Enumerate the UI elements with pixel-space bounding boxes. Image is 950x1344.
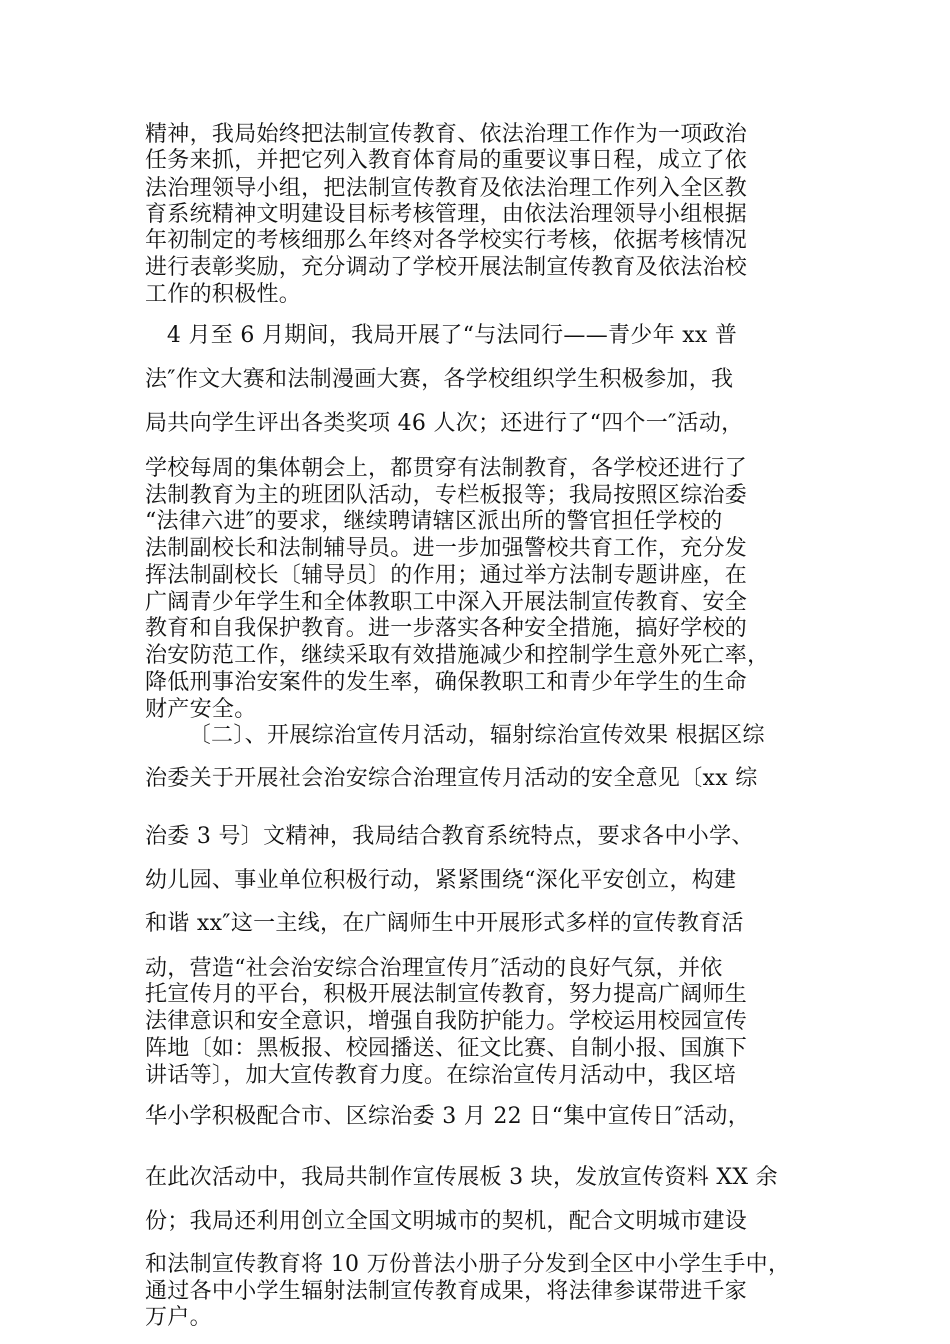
text-line: 〔二〕、开展综治宣传月活动，辐射综治宣传效果 根据区综 <box>145 723 765 748</box>
text-line: 份；我局还利用创立全国文明城市的契机，配合文明城市建设 <box>145 1209 748 1234</box>
text-line: 法律意识和安全意识，增强自我防护能力。学校运用校园宣传 <box>145 1009 748 1034</box>
text-line: 法治理领导小组，把法制宣传教育及依法治理工作列入全区教 <box>145 176 748 201</box>
text-line: 治委关于开展社会治安综合治理宣传月活动的安全意见〔xx 综 <box>145 766 758 791</box>
text-line: 治安防范工作，继续采取有效措施减少和控制学生意外死亡率， <box>145 643 770 668</box>
text-line: 进行表彰奖励，充分调动了学校开展法制宣传教育及依法治校 <box>145 255 748 280</box>
text-line: 阵地〔如：黑板报、校园播送、征文比赛、自制小报、国旗下 <box>145 1036 748 1061</box>
text-line: 局共向学生评出各类奖项 46 人次；还进行了“四个一″活动， <box>145 411 744 436</box>
text-line: 通过各中小学生辐射法制宣传教育成果，将法律参谋带进千家 <box>145 1279 748 1304</box>
text-line: 工作的积极性。 <box>145 282 302 307</box>
text-line: 讲话等〕，加大宣传教育力度。在综治宣传月活动中，我区培 <box>145 1063 737 1088</box>
text-line: 4 月至 6 月期间，我局开展了“与法同行——青少年 xx 普 <box>145 323 738 348</box>
text-line: 年初制定的考核细那么年终对各学校实行考核，依据考核情况 <box>145 228 748 253</box>
text-line: 华小学积极配合市、区综治委 3 月 22 日“集中宣传日″活动， <box>145 1104 751 1129</box>
text-line: 挥法制副校长〔辅导员〕的作用；通过举方法制专题讲座，在 <box>145 563 748 588</box>
text-line: 学校每周的集体朝会上，都贯穿有法制教育，各学校还进行了 <box>145 456 748 481</box>
text-line: 财产安全。 <box>145 697 257 722</box>
text-line: 法″作文大赛和法制漫画大赛，各学校组织学生积极参加，我 <box>145 367 734 392</box>
text-line: 降低刑事治安案件的发生率，确保教职工和青少年学生的生命 <box>145 670 748 695</box>
text-line: 和谐 xx″这一主线，在广阔师生中开展形式多样的宣传教育活 <box>145 911 744 936</box>
text-line: 和法制宣传教育将 10 万份普法小册子分发到全区中小学生手中， <box>145 1252 791 1277</box>
text-line: 动，营造“社会治安综合治理宣传月″活动的良好气氛，并依 <box>145 956 723 981</box>
text-line: 治委 3 号〕文精神，我局结合教育系统特点，要求各中小学、 <box>145 824 754 849</box>
text-line: 广阔青少年学生和全体教职工中深入开展法制宣传教育、安全 <box>145 590 748 615</box>
text-line: 在此次活动中，我局共制作宣传展板 3 块，发放宣传资料 XX 余 <box>145 1165 778 1190</box>
text-line: 育系统精神文明建设目标考核管理，由依法治理领导小组根据 <box>145 202 748 227</box>
text-line: 幼儿园、事业单位积极行动，紧紧围绕“深化平安创立，构建 <box>145 868 737 893</box>
text-line: 任务来抓，并把它列入教育体育局的重要议事日程，成立了依 <box>145 148 748 173</box>
text-line: 精神，我局始终把法制宣传教育、依法治理工作作为一项政治 <box>145 122 748 147</box>
text-line: 教育和自我保护教育。进一步落实各种安全措施，搞好学校的 <box>145 616 748 641</box>
text-line: 万户。 <box>145 1305 212 1330</box>
text-line: 法制副校长和法制辅导员。进一步加强警校共育工作，充分发 <box>145 536 748 561</box>
text-line: 托宣传月的平台，积极开展法制宣传教育，努力提高广阔师生 <box>145 982 748 1007</box>
text-line: “法律六进″的要求，继续聘请辖区派出所的警官担任学校的 <box>145 509 723 534</box>
text-line: 法制教育为主的班团队活动，专栏板报等；我局按照区综治委 <box>145 483 748 508</box>
